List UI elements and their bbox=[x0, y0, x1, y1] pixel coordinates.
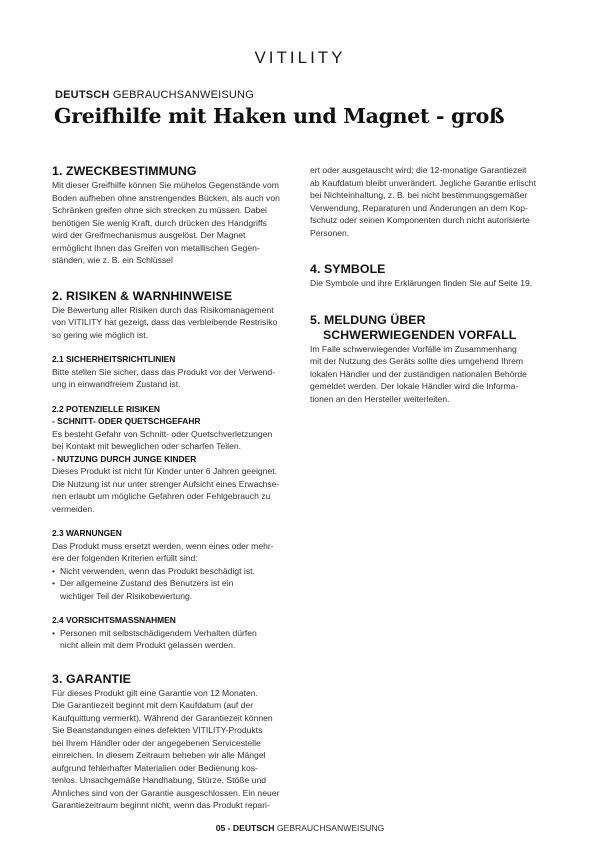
section-2-2-heading: 2.2 POTENZIELLE RISIKEN bbox=[52, 403, 160, 414]
section-4-heading: 4. SYMBOLE bbox=[310, 262, 386, 276]
section-2-3-bullet-1: • Nicht verwenden, wenn das Produkt beschädigt ist. bbox=[52, 565, 292, 578]
section-2-3-text: Das Produkt muss ersetzt werden, wenn eines oder mehr- ere der folgenden Kriterien erfüllt sind: bbox=[52, 540, 274, 563]
section-2-heading: 2. RISIKEN & WARNHINWEISE bbox=[52, 288, 233, 303]
section-2-2-text-2: Dieses Produkt ist nicht für Kinder unter 6 Jahren geeignet. Die Nutzung ist nur unter strenger Aufsicht eines Erwachse- nen erlaubt um mögliche Gefahren oder Fehlgebrauch zu vermeiden. bbox=[52, 466, 280, 514]
section-2-3-heading: 2.3 WARNUNGEN bbox=[52, 528, 122, 538]
section-4-text: Die Symbole und ihre Erklärungen finden Sie auf Seite 19. bbox=[310, 278, 533, 288]
section-2-3-bullet-2: • Der allgemeine Zustand des Benutzers ist ein wichtiger Teil der Risikobewertung. bbox=[52, 577, 292, 602]
section-2-2-subheading-2: - NUTZUNG DURCH JUNGE KINDER bbox=[52, 453, 197, 464]
page-footer bbox=[0, 823, 600, 833]
page-title: Greifhilfe mit Haken und Magnet - groß bbox=[54, 104, 505, 128]
section-2-text: Die Bewertung aller Risiken durch das Risikomanagement von VITILITY hat gezeigt, dass das verbleibende Restrisiko so gering wie möglich ist. bbox=[52, 304, 278, 340]
footer-label: GEBRAUCHSANWEISUNG bbox=[276, 823, 385, 833]
section-1-heading: 1. ZWECKBESTIMMUNG bbox=[52, 164, 197, 178]
language-label: DEUTSCH bbox=[55, 89, 110, 101]
section-1-text: Mit dieser Greifhilfe können Sie mühelos Gegenstände vom Boden aufheben ohne anstrengendes Bücken, als auch von Schränken greifen ohne sich strecken zu müssen. Dabei benötigen Sie wenig Kraft, durch drücken des Handgriffs wird der Greifmechanismus ausgelöst. Der Magnet ermöglicht Ihnen das Greifen von metallischen Gegen- ständen, wie z. B. ein Schlüssel bbox=[52, 180, 280, 265]
brand-logo: VITILITY bbox=[254, 48, 346, 67]
section-2-2-text-1: Es besteht Gefahr von Schnitt- oder Quetschverletzungen bei Kontakt mit beweglichen oder scharfen Teilen. bbox=[52, 428, 273, 451]
section-2-2-subheading-1: - SCHNITT- ODER QUETSCHGEFAHR bbox=[52, 416, 201, 426]
section-5-heading-line-2: SCHWERWIEGENDEN VORFALL bbox=[323, 327, 517, 342]
section-3-heading: 3. GARANTIE bbox=[52, 671, 131, 686]
right-column bbox=[310, 164, 556, 405]
document-type: GEBRAUCHSANWEISUNG bbox=[112, 89, 254, 101]
section-2-4-heading: 2.4 VORSICHTSMASSNAHMEN bbox=[52, 615, 176, 625]
section-2-4-bullet-1: • Personen mit selbstschädigendem Verhalten dürfen nicht allein mit dem Produkt gelassen werden. bbox=[52, 627, 292, 652]
language-line bbox=[55, 89, 254, 101]
section-5-heading-line-1: 5. MELDUNG ÜBER bbox=[310, 312, 426, 327]
section-2-1-text: Bitte stellen Sie sicher, dass das Produkt vor der Verwend- ung in einwandfreiem Zustand ist. bbox=[52, 366, 276, 389]
section-5-text: Im Falle schwerwiegender Vorfälle im Zusammenhang mit der Nutzung des Geräts sollte dies umgehend Ihrem lokalen Händler und der zuständigen nationalen Behörde gemeldet werden. Der lokale Händler wird die Informa- tionen an den Hersteller weiterleiten. bbox=[310, 343, 527, 404]
left-column bbox=[52, 164, 292, 812]
footer-page-number: 05 - DEUTSCH bbox=[215, 823, 275, 833]
section-2-1-heading: 2.1 SICHERHEITSRICHTLINIEN bbox=[52, 354, 176, 364]
section-3-text: Für dieses Produkt gilt eine Garantie von 12 Monaten. Die Garantiezeit beginnt mit dem Kaufdatum (auf der Kaufquittung vermerkt). Während der Garantiezeit können Sie Beanstandungen eines defekten VITILITY-Produkts bei Ihrem Händler oder der angegebenen Servicestelle einreichen. In diesem Zeitraum beheben wir alle Mängel aufgrund fehlerhafter Materialien oder Bedienung kos- tenlos. Unsachgemäße Handhabung, Stürze, Stöße und Ähnliches sind von der Garantie ausgeschlossen. Ein neuer Garantiezeitraum beginnt nicht, wenn das Produkt repari- bbox=[52, 687, 280, 810]
section-3-continued: ert oder ausgetauscht wird; die 12-monatige Garantiezeit ab Kaufdatum bleibt unverändert. Jegliche Garantie erlischt bei Nichteinhaltung, z. B. bei nicht bestimmungsgemäßer Verwendung, Reparaturen und Änderungen an dem Kop- fschutz oder seinen Komponenten durch nicht autorisierte Personen. bbox=[310, 165, 536, 238]
